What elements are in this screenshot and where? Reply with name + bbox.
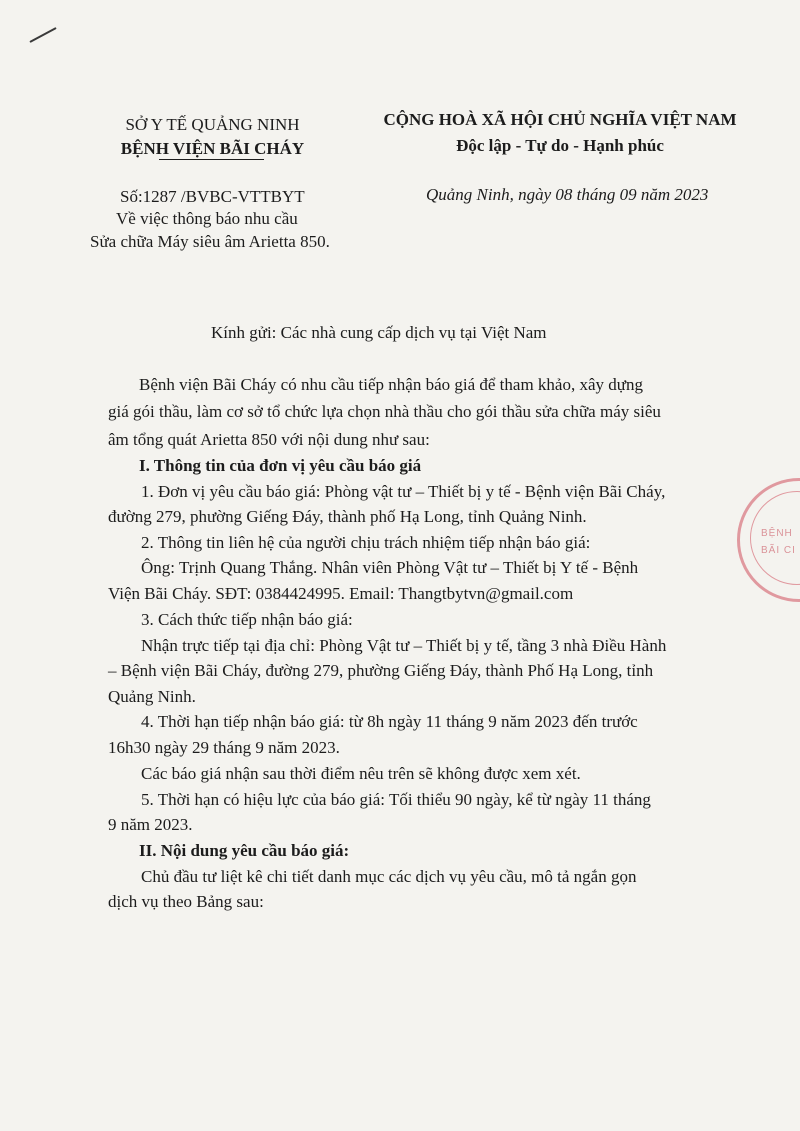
issue-date: Quảng Ninh, ngày 08 tháng 09 năm 2023 xyxy=(426,185,709,204)
national-motto: Độc lập - Tự do - Hạnh phúc xyxy=(456,136,664,155)
stamp-text-line-2: BÃI CI xyxy=(761,545,796,556)
body-line: Các báo giá nhận sau thời điểm nêu trên sẽ không được xem xét. xyxy=(141,764,581,783)
body-line: 3. Cách thức tiếp nhận báo giá: xyxy=(141,610,353,629)
body-line: Nhận trực tiếp tại địa chỉ: Phòng Vật tư – Thiết bị y tế, tầng 3 nhà Điều Hành xyxy=(141,636,667,655)
hospital-name-wrap xyxy=(121,137,304,161)
body-line: 16h30 ngày 29 tháng 9 năm 2023. xyxy=(108,738,340,757)
department-name: SỞ Y TẾ QUẢNG NINH xyxy=(125,115,300,134)
issuer-block xyxy=(100,113,325,161)
pen-mark xyxy=(29,27,56,43)
document-number: Số:1287 /BVBC-VTTBYT xyxy=(120,187,305,206)
body-line: 1. Đơn vị yêu cầu báo giá: Phòng vật tư – Thiết bị y tế - Bệnh viện Bãi Cháy, xyxy=(141,482,666,501)
section-heading-1: I. Thông tin của đơn vị yêu cầu báo giá xyxy=(139,456,422,475)
national-header xyxy=(370,108,750,158)
subject-line-2: Sửa chữa Máy siêu âm Arietta 850. xyxy=(90,232,330,251)
body-line: Viện Bãi Cháy. SĐT: 0384424995. Email: Thangtbytvn@gmail.com xyxy=(108,584,574,603)
hospital-underline xyxy=(159,159,264,160)
section-heading-2: II. Nội dung yêu cầu báo giá: xyxy=(139,841,350,860)
hospital-name: BỆNH VIỆN BÃI CHÁY xyxy=(120,139,305,158)
recipient-line: Kính gửi: Các nhà cung cấp dịch vụ tại Việt Nam xyxy=(211,323,547,342)
body-line: đường 279, phường Giếng Đáy, thành phố Hạ Long, tỉnh Quảng Ninh. xyxy=(108,507,587,526)
country-name: CỘNG HOÀ XÃ HỘI CHỦ NGHĨA VIỆT NAM xyxy=(383,110,737,129)
body-line: dịch vụ theo Bảng sau: xyxy=(108,892,264,911)
body-line: – Bệnh viện Bãi Cháy, đường 279, phường Giếng Đáy, thành Phố Hạ Long, tỉnh xyxy=(108,661,654,680)
body-line: 9 năm 2023. xyxy=(108,815,193,834)
hospital-stamp xyxy=(737,478,800,602)
subject-line-1: Về việc thông báo nhu cầu xyxy=(116,209,298,228)
body-line: Chủ đầu tư liệt kê chi tiết danh mục các dịch vụ yêu cầu, mô tả ngắn gọn xyxy=(141,867,637,886)
body-line: 5. Thời hạn có hiệu lực của báo giá: Tối thiểu 90 ngày, kể từ ngày 11 tháng xyxy=(141,790,651,809)
body-line: Quảng Ninh. xyxy=(108,687,196,706)
stamp-text-line-1: BỆNH xyxy=(761,528,793,539)
body-line: âm tổng quát Arietta 850 với nội dung như sau: xyxy=(108,430,430,449)
body-line: 4. Thời hạn tiếp nhận báo giá: từ 8h ngày 11 tháng 9 năm 2023 đến trước xyxy=(141,712,638,731)
body-line: giá gói thầu, làm cơ sở tổ chức lựa chọn nhà thầu cho gói thầu sửa chữa máy siêu xyxy=(108,402,661,421)
body-line: 2. Thông tin liên hệ của người chịu trách nhiệm tiếp nhận báo giá: xyxy=(141,533,591,552)
body-line: Bệnh viện Bãi Cháy có nhu cầu tiếp nhận báo giá để tham khảo, xây dựng xyxy=(139,375,643,394)
body-line: Ông: Trịnh Quang Thắng. Nhân viên Phòng Vật tư – Thiết bị Y tế - Bệnh xyxy=(141,558,639,577)
